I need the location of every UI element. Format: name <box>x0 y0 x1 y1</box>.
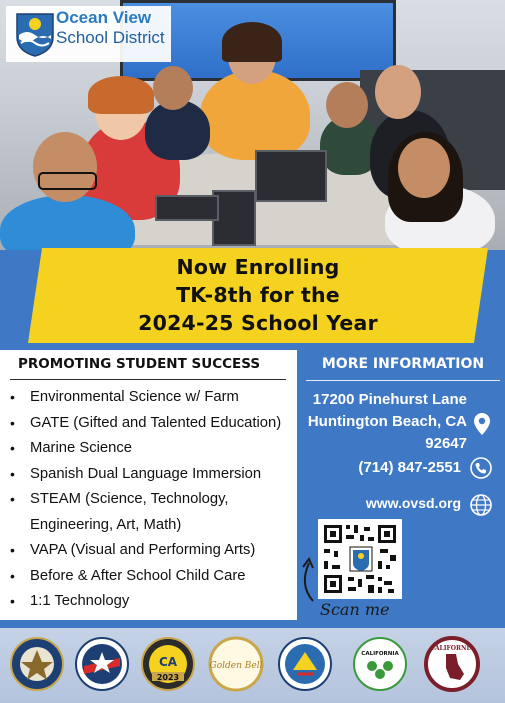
bullet: • <box>10 389 15 405</box>
ca-2023-award-badge <box>140 636 196 692</box>
svg-text:CA: CA <box>158 655 178 669</box>
programs-divider <box>10 379 286 380</box>
badge-text: CALIFORNIA <box>361 651 399 657</box>
list-item <box>0 385 297 411</box>
address-line-3: 92647 <box>425 435 467 452</box>
list-item <box>0 487 297 513</box>
map-pin-icon <box>474 413 490 435</box>
wildlife-award-badge <box>277 636 333 692</box>
student-head <box>153 66 193 110</box>
phone-icon <box>470 457 492 479</box>
website-link[interactable]: www.ovsd.org <box>365 495 461 511</box>
student-face <box>398 138 450 198</box>
student-head <box>326 82 368 128</box>
list-item <box>0 538 297 564</box>
address-line-2: Huntington Beach, CA <box>307 413 467 430</box>
list-item <box>0 513 297 539</box>
enrollment-line-1: Now Enrolling <box>176 255 340 279</box>
bullet: • <box>10 440 15 456</box>
student-head <box>375 65 421 119</box>
bullet: • <box>10 542 15 558</box>
programs-title: PROMOTING STUDENT SUCCESS <box>18 356 261 372</box>
info-divider <box>306 380 500 381</box>
list-item <box>0 589 297 615</box>
badge-year: 2023 <box>156 673 180 682</box>
info-title: MORE INFORMATION <box>321 356 485 372</box>
qr-code[interactable] <box>318 519 402 599</box>
student-head <box>33 132 97 202</box>
distinguished-school-badge <box>74 636 130 692</box>
list-item <box>0 411 297 437</box>
scan-me-label: Scan me <box>320 600 390 619</box>
logo-subtitle: School District <box>56 28 165 47</box>
enrollment-heading <box>28 250 488 337</box>
program-label: Environmental Science w/ Farm <box>30 389 239 405</box>
program-label: Engineering, Art, Math) <box>30 516 182 533</box>
program-label: GATE (Gifted and Talented Education) <box>30 414 282 431</box>
list-item <box>0 436 297 462</box>
program-label: Marine Science <box>30 440 132 456</box>
program-label: Spanish Dual Language Immersion <box>30 465 262 482</box>
laptop <box>255 150 327 202</box>
bullet: • <box>10 491 15 507</box>
bullet: • <box>10 414 15 431</box>
list-item <box>0 564 297 590</box>
program-label: STEAM (Science, Technology, <box>30 491 229 507</box>
district-emblem-icon <box>13 11 57 57</box>
logo-title: Ocean View <box>56 8 152 27</box>
curved-arrow-icon <box>297 555 327 605</box>
golden-bell-badge <box>208 636 264 692</box>
student-hair <box>88 76 154 114</box>
program-label: 1:1 Technology <box>30 593 130 609</box>
address-line-1: 17200 Pinehurst Lane <box>312 391 467 408</box>
globe-icon <box>470 494 492 516</box>
bullet: • <box>10 567 15 584</box>
laptop <box>155 195 219 221</box>
enrollment-line-2: TK-8th for the <box>176 283 340 307</box>
program-label: VAPA (Visual and Performing Arts) <box>30 542 256 558</box>
list-item <box>0 462 297 488</box>
bullet: • <box>10 593 15 609</box>
badge-text: CALIFORNIA <box>430 645 474 652</box>
us-seal-badge <box>9 636 65 692</box>
phone-number[interactable]: (714) 847-2551 <box>358 459 461 476</box>
glasses <box>38 172 97 190</box>
enrollment-line-3: 2024-25 School Year <box>138 311 378 335</box>
programs-list <box>0 385 297 615</box>
teacher-hair <box>222 22 282 62</box>
california-coastal-badge <box>424 636 480 692</box>
program-label: Before & After School Child Care <box>30 567 246 584</box>
green-ribbon-badge <box>352 636 408 692</box>
bullet: • <box>10 465 15 482</box>
badge-text: Golden Bell <box>209 661 263 671</box>
